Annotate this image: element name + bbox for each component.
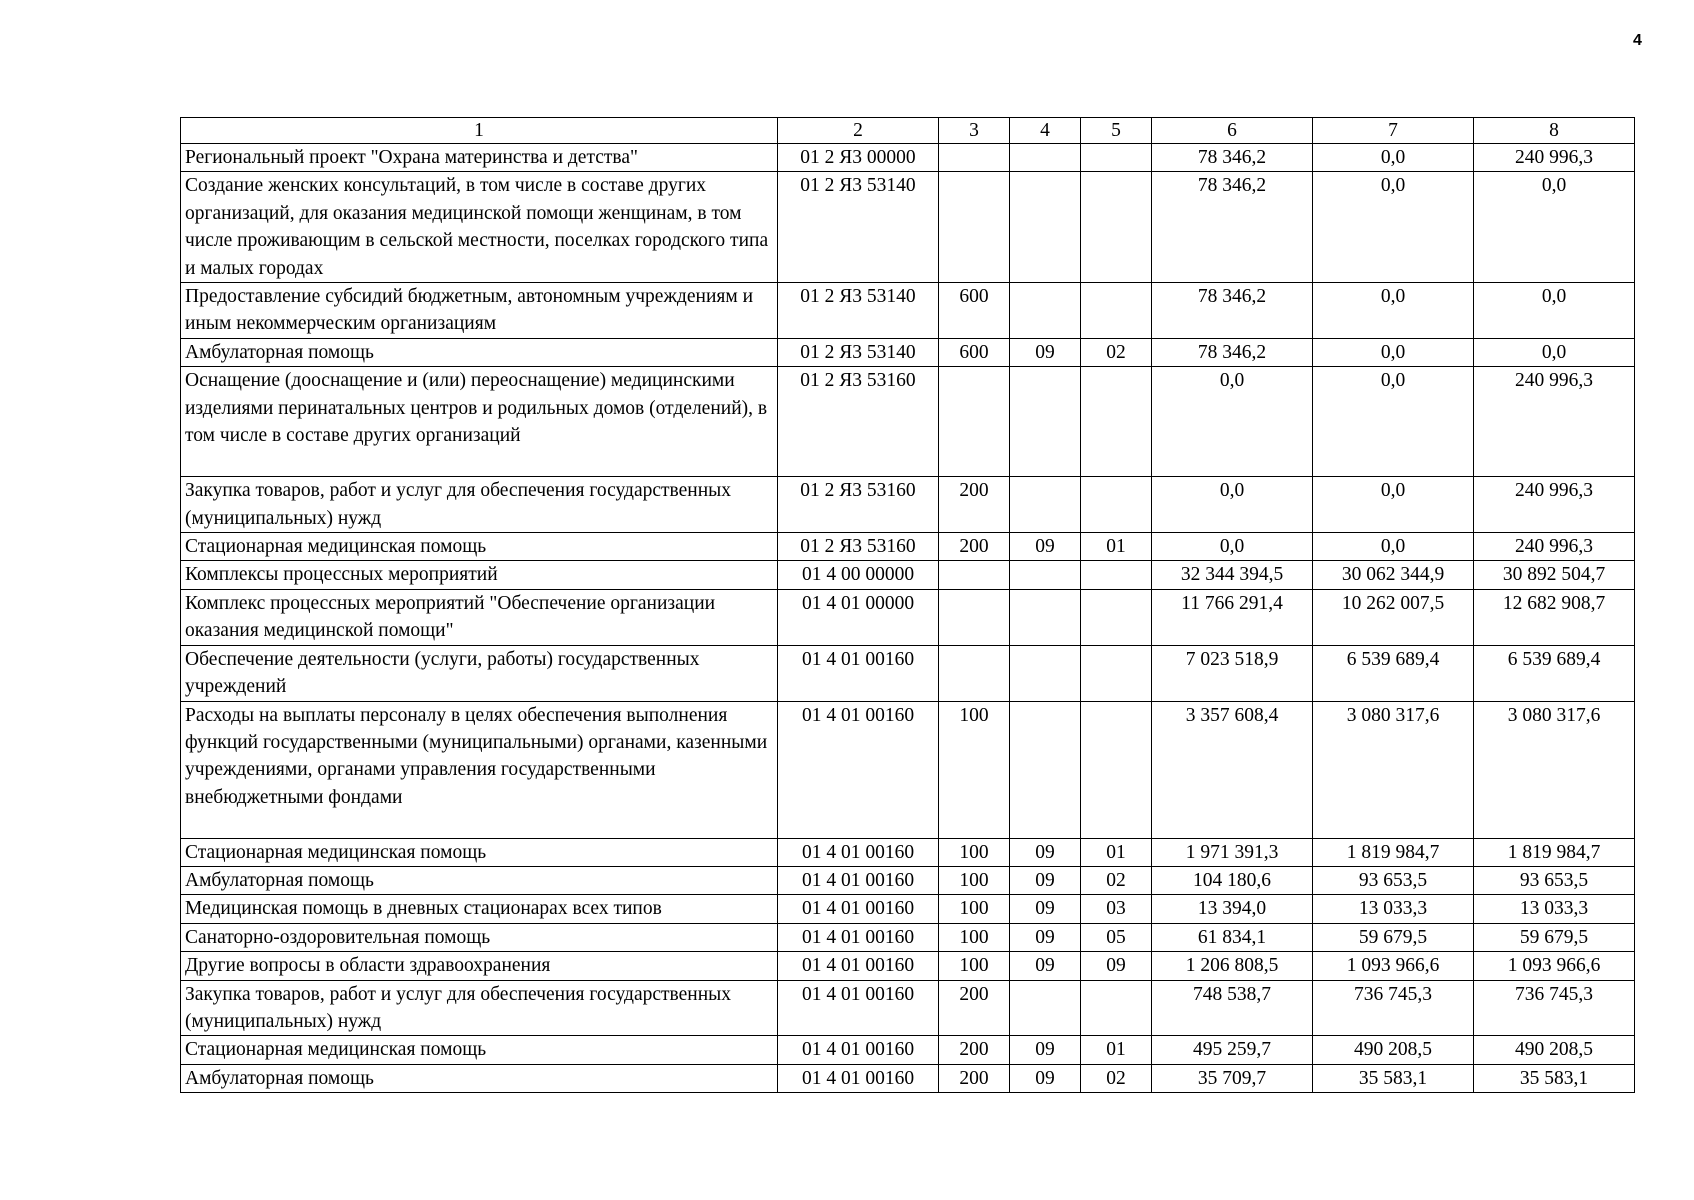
column-number: 7	[1313, 118, 1474, 144]
table-row	[181, 144, 1635, 172]
amount-year-2-cell: 0,0	[1313, 144, 1474, 172]
section-cell	[1010, 645, 1081, 701]
table-row	[181, 866, 1635, 894]
target-article-cell: 01 4 01 00000	[778, 589, 939, 645]
target-article-cell: 01 4 01 00160	[778, 895, 939, 923]
item-name-cell: Расходы на выплаты персоналу в целях обеспечения выполнения функций государственными (муниципальными) органами, казенными учреждениями, органами управления государственными внебюджетными фондами	[181, 701, 778, 838]
table-row	[181, 533, 1635, 561]
amount-year-1-cell: 1 971 391,3	[1152, 838, 1313, 866]
subsection-cell: 02	[1081, 866, 1152, 894]
item-name-cell: Предоставление субсидий бюджетным, автономным учреждениям и иным некоммерческим организациям	[181, 283, 778, 339]
expense-type-cell	[939, 144, 1010, 172]
amount-year-1-cell: 495 259,7	[1152, 1036, 1313, 1064]
amount-year-2-cell: 1 093 966,6	[1313, 952, 1474, 980]
item-name-cell: Комплексы процессных мероприятий	[181, 561, 778, 589]
amount-year-3-cell: 490 208,5	[1474, 1036, 1635, 1064]
table-row	[181, 701, 1635, 838]
amount-year-1-cell: 1 206 808,5	[1152, 952, 1313, 980]
item-name-cell: Другие вопросы в области здравоохранения	[181, 952, 778, 980]
amount-year-3-cell: 12 682 908,7	[1474, 589, 1635, 645]
amount-year-2-cell: 0,0	[1313, 172, 1474, 283]
item-name-cell: Санаторно-оздоровительная помощь	[181, 923, 778, 951]
subsection-cell: 05	[1081, 923, 1152, 951]
section-cell	[1010, 144, 1081, 172]
amount-year-3-cell: 0,0	[1474, 172, 1635, 283]
amount-year-2-cell: 10 262 007,5	[1313, 589, 1474, 645]
amount-year-3-cell: 1 819 984,7	[1474, 838, 1635, 866]
amount-year-1-cell: 3 357 608,4	[1152, 701, 1313, 838]
target-article-cell: 01 2 Я3 00000	[778, 144, 939, 172]
subsection-cell: 01	[1081, 1036, 1152, 1064]
amount-year-3-cell: 240 996,3	[1474, 533, 1635, 561]
amount-year-3-cell: 6 539 689,4	[1474, 645, 1635, 701]
amount-year-1-cell: 104 180,6	[1152, 866, 1313, 894]
amount-year-1-cell: 78 346,2	[1152, 283, 1313, 339]
target-article-cell: 01 4 01 00160	[778, 980, 939, 1036]
amount-year-3-cell: 736 745,3	[1474, 980, 1635, 1036]
amount-year-1-cell: 32 344 394,5	[1152, 561, 1313, 589]
subsection-cell	[1081, 367, 1152, 477]
section-cell: 09	[1010, 838, 1081, 866]
section-cell	[1010, 701, 1081, 838]
column-number: 1	[181, 118, 778, 144]
table-row	[181, 367, 1635, 477]
item-name-cell: Амбулаторная помощь	[181, 338, 778, 366]
item-name-cell: Оснащение (дооснащение и (или) переоснащение) медицинскими изделиями перинатальных центров и родильных домов (отделений), в том числе в составе других организаций	[181, 367, 778, 477]
amount-year-3-cell: 13 033,3	[1474, 895, 1635, 923]
table-row	[181, 1036, 1635, 1064]
amount-year-1-cell: 7 023 518,9	[1152, 645, 1313, 701]
target-article-cell: 01 4 01 00160	[778, 838, 939, 866]
amount-year-2-cell: 736 745,3	[1313, 980, 1474, 1036]
section-cell	[1010, 283, 1081, 339]
amount-year-3-cell: 1 093 966,6	[1474, 952, 1635, 980]
amount-year-1-cell: 35 709,7	[1152, 1064, 1313, 1092]
expense-type-cell: 600	[939, 283, 1010, 339]
amount-year-1-cell: 0,0	[1152, 477, 1313, 533]
section-cell	[1010, 172, 1081, 283]
subsection-cell: 03	[1081, 895, 1152, 923]
amount-year-2-cell: 35 583,1	[1313, 1064, 1474, 1092]
column-number: 6	[1152, 118, 1313, 144]
amount-year-1-cell: 0,0	[1152, 533, 1313, 561]
section-cell: 09	[1010, 1036, 1081, 1064]
column-number: 8	[1474, 118, 1635, 144]
item-name-cell: Амбулаторная помощь	[181, 866, 778, 894]
amount-year-2-cell: 0,0	[1313, 477, 1474, 533]
target-article-cell: 01 2 Я3 53160	[778, 533, 939, 561]
amount-year-3-cell: 30 892 504,7	[1474, 561, 1635, 589]
item-name-cell: Амбулаторная помощь	[181, 1064, 778, 1092]
item-name-cell: Медицинская помощь в дневных стационарах всех типов	[181, 895, 778, 923]
amount-year-2-cell: 59 679,5	[1313, 923, 1474, 951]
subsection-cell: 09	[1081, 952, 1152, 980]
expense-type-cell: 100	[939, 895, 1010, 923]
amount-year-2-cell: 0,0	[1313, 338, 1474, 366]
item-name-cell: Закупка товаров, работ и услуг для обеспечения государственных (муниципальных) нужд	[181, 477, 778, 533]
subsection-cell	[1081, 701, 1152, 838]
amount-year-3-cell: 240 996,3	[1474, 144, 1635, 172]
subsection-cell: 01	[1081, 533, 1152, 561]
target-article-cell: 01 2 Я3 53140	[778, 338, 939, 366]
section-cell: 09	[1010, 895, 1081, 923]
item-name-cell: Создание женских консультаций, в том числе в составе других организаций, для оказания медицинской помощи женщинам, в том числе проживающим в сельской местности, поселках городского типа и малых городах	[181, 172, 778, 283]
target-article-cell: 01 4 01 00160	[778, 952, 939, 980]
table-row	[181, 561, 1635, 589]
header-row	[181, 118, 1635, 144]
section-cell: 09	[1010, 338, 1081, 366]
item-name-cell: Комплекс процессных мероприятий "Обеспечение организации оказания медицинской помощи"	[181, 589, 778, 645]
expense-type-cell	[939, 561, 1010, 589]
budget-table	[180, 117, 1635, 1093]
page-number: 4	[1633, 32, 1642, 49]
table-row	[181, 477, 1635, 533]
subsection-cell	[1081, 283, 1152, 339]
table-row	[181, 283, 1635, 339]
expense-type-cell: 200	[939, 1036, 1010, 1064]
expense-type-cell	[939, 172, 1010, 283]
target-article-cell: 01 4 01 00160	[778, 866, 939, 894]
subsection-cell: 01	[1081, 838, 1152, 866]
target-article-cell: 01 4 01 00160	[778, 645, 939, 701]
target-article-cell: 01 4 01 00160	[778, 1064, 939, 1092]
amount-year-3-cell: 240 996,3	[1474, 477, 1635, 533]
expense-type-cell: 200	[939, 1064, 1010, 1092]
expense-type-cell: 100	[939, 923, 1010, 951]
target-article-cell: 01 4 01 00160	[778, 1036, 939, 1064]
section-cell	[1010, 561, 1081, 589]
section-cell	[1010, 980, 1081, 1036]
table-row	[181, 923, 1635, 951]
amount-year-1-cell: 0,0	[1152, 367, 1313, 477]
target-article-cell: 01 2 Я3 53140	[778, 283, 939, 339]
amount-year-2-cell: 13 033,3	[1313, 895, 1474, 923]
expense-type-cell: 100	[939, 838, 1010, 866]
subsection-cell	[1081, 589, 1152, 645]
table-row	[181, 838, 1635, 866]
table-row	[181, 172, 1635, 283]
section-cell: 09	[1010, 1064, 1081, 1092]
table-row	[181, 589, 1635, 645]
target-article-cell: 01 4 01 00160	[778, 701, 939, 838]
section-cell	[1010, 589, 1081, 645]
section-cell: 09	[1010, 923, 1081, 951]
amount-year-1-cell: 78 346,2	[1152, 172, 1313, 283]
expense-type-cell	[939, 645, 1010, 701]
expense-type-cell: 200	[939, 533, 1010, 561]
item-name-cell: Обеспечение деятельности (услуги, работы) государственных учреждений	[181, 645, 778, 701]
amount-year-2-cell: 6 539 689,4	[1313, 645, 1474, 701]
subsection-cell	[1081, 645, 1152, 701]
amount-year-3-cell: 0,0	[1474, 283, 1635, 339]
expense-type-cell: 600	[939, 338, 1010, 366]
subsection-cell	[1081, 561, 1152, 589]
subsection-cell: 02	[1081, 338, 1152, 366]
section-cell	[1010, 477, 1081, 533]
column-number: 3	[939, 118, 1010, 144]
table-row	[181, 645, 1635, 701]
amount-year-3-cell: 3 080 317,6	[1474, 701, 1635, 838]
subsection-cell	[1081, 172, 1152, 283]
item-name-cell: Закупка товаров, работ и услуг для обеспечения государственных (муниципальных) нужд	[181, 980, 778, 1036]
amount-year-2-cell: 3 080 317,6	[1313, 701, 1474, 838]
column-number: 4	[1010, 118, 1081, 144]
amount-year-3-cell: 93 653,5	[1474, 866, 1635, 894]
amount-year-1-cell: 61 834,1	[1152, 923, 1313, 951]
subsection-cell: 02	[1081, 1064, 1152, 1092]
subsection-cell	[1081, 980, 1152, 1036]
target-article-cell: 01 4 01 00160	[778, 923, 939, 951]
section-cell	[1010, 367, 1081, 477]
amount-year-2-cell: 30 062 344,9	[1313, 561, 1474, 589]
table-row	[181, 952, 1635, 980]
amount-year-2-cell: 0,0	[1313, 283, 1474, 339]
subsection-cell	[1081, 144, 1152, 172]
column-number: 2	[778, 118, 939, 144]
section-cell: 09	[1010, 866, 1081, 894]
subsection-cell	[1081, 477, 1152, 533]
item-name-cell: Стационарная медицинская помощь	[181, 533, 778, 561]
amount-year-3-cell: 35 583,1	[1474, 1064, 1635, 1092]
amount-year-1-cell: 13 394,0	[1152, 895, 1313, 923]
target-article-cell: 01 2 Я3 53160	[778, 367, 939, 477]
expense-type-cell	[939, 589, 1010, 645]
expense-type-cell: 200	[939, 980, 1010, 1036]
amount-year-3-cell: 0,0	[1474, 338, 1635, 366]
expense-type-cell: 100	[939, 866, 1010, 894]
amount-year-2-cell: 490 208,5	[1313, 1036, 1474, 1064]
amount-year-3-cell: 59 679,5	[1474, 923, 1635, 951]
section-cell: 09	[1010, 533, 1081, 561]
item-name-cell: Стационарная медицинская помощь	[181, 1036, 778, 1064]
amount-year-1-cell: 78 346,2	[1152, 338, 1313, 366]
amount-year-2-cell: 0,0	[1313, 367, 1474, 477]
amount-year-1-cell: 748 538,7	[1152, 980, 1313, 1036]
target-article-cell: 01 2 Я3 53160	[778, 477, 939, 533]
item-name-cell: Стационарная медицинская помощь	[181, 838, 778, 866]
expense-type-cell: 100	[939, 701, 1010, 838]
expense-type-cell	[939, 367, 1010, 477]
amount-year-2-cell: 93 653,5	[1313, 866, 1474, 894]
column-number: 5	[1081, 118, 1152, 144]
amount-year-3-cell: 240 996,3	[1474, 367, 1635, 477]
table-row	[181, 1064, 1635, 1092]
target-article-cell: 01 2 Я3 53140	[778, 172, 939, 283]
amount-year-2-cell: 1 819 984,7	[1313, 838, 1474, 866]
amount-year-1-cell: 78 346,2	[1152, 144, 1313, 172]
expense-type-cell: 200	[939, 477, 1010, 533]
target-article-cell: 01 4 00 00000	[778, 561, 939, 589]
amount-year-2-cell: 0,0	[1313, 533, 1474, 561]
expense-type-cell: 100	[939, 952, 1010, 980]
table-row	[181, 338, 1635, 366]
table-row	[181, 980, 1635, 1036]
section-cell: 09	[1010, 952, 1081, 980]
amount-year-1-cell: 11 766 291,4	[1152, 589, 1313, 645]
table-row	[181, 895, 1635, 923]
item-name-cell: Региональный проект "Охрана материнства и детства"	[181, 144, 778, 172]
